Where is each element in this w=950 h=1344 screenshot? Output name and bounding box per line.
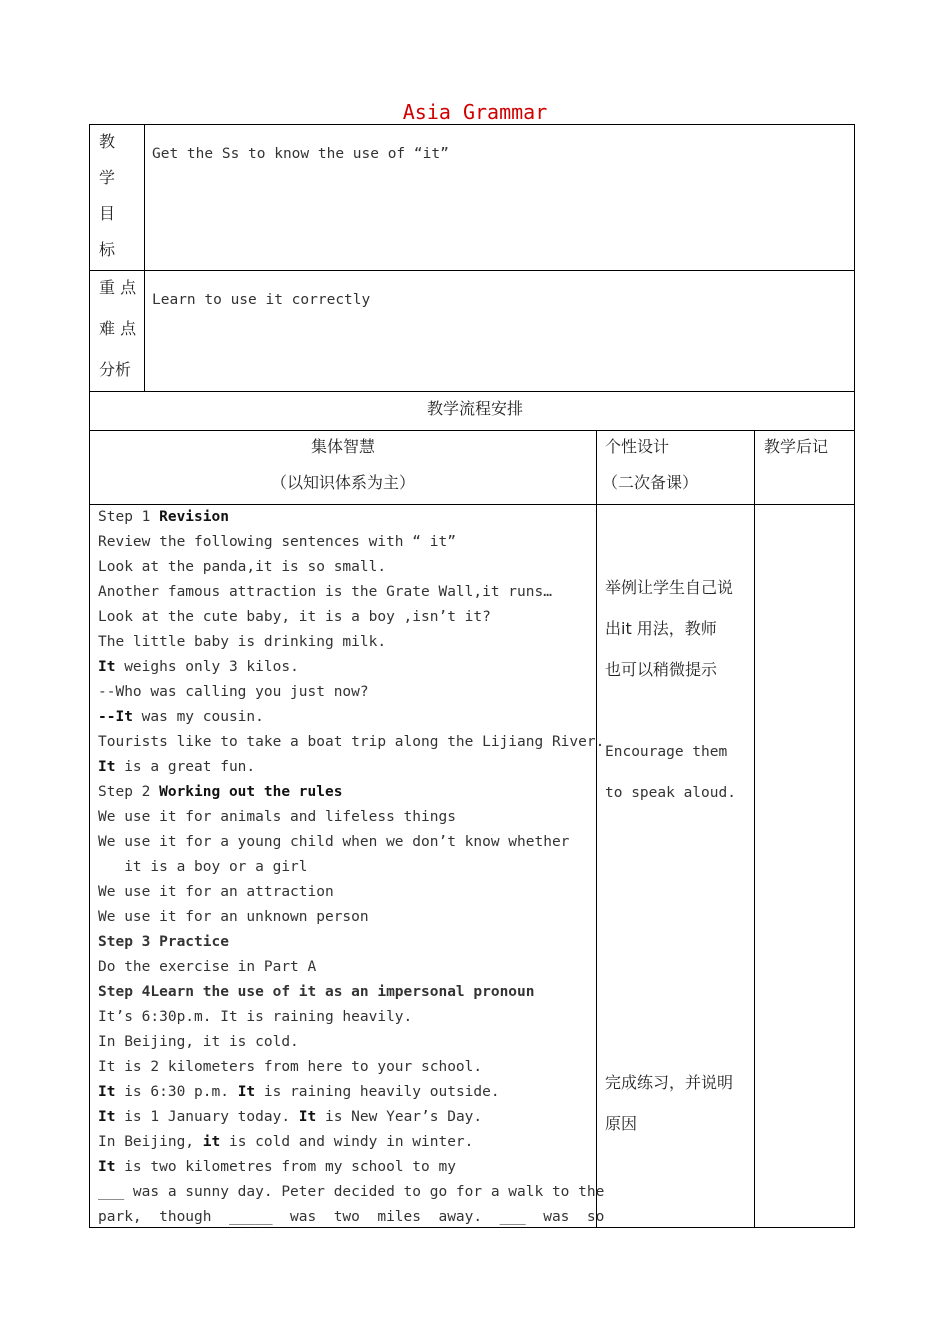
lesson-line: The little baby is drinking milk. [98, 634, 387, 650]
line-text: is New Year’s Day. [316, 1109, 483, 1125]
keypoints-label-line: 难 点 [99, 319, 137, 338]
lesson-line: it is a boy or a girl [98, 859, 308, 875]
lesson-line: ___ was a sunny day. Peter decided to go for a walk to the [98, 1184, 605, 1200]
lesson-line [98, 1109, 482, 1125]
bold-it: It [98, 659, 116, 675]
step-heading: Step 3 Practice [98, 934, 229, 950]
bold-it: It [98, 759, 116, 775]
lesson-line: --Who was calling you just now? [98, 684, 369, 700]
step-heading: Step 4Learn the use of it as an impersonal pronoun [98, 984, 535, 1000]
col3-title: 教学后记 [764, 437, 829, 456]
side-note-line: 原因 [605, 1114, 638, 1133]
side-note-line: 出it 用法，教师 [605, 619, 717, 638]
keypoints-label-line: 分析 [99, 360, 132, 379]
lesson-line [98, 1134, 473, 1150]
line-text: was my cousin. [132, 709, 264, 725]
objectives-label-char: 目 [99, 204, 116, 223]
bold-it: --It [98, 709, 133, 725]
col1-subtitle: （以知识体系为主） [270, 473, 415, 492]
col2-subtitle: （二次备课） [602, 473, 699, 492]
line-text: is a great fun. [115, 759, 256, 775]
lesson-line [98, 1159, 456, 1175]
lesson-line: In Beijing, it is cold. [98, 1034, 299, 1050]
lesson-line: Look at the cute baby, it is a boy ,isn’t it? [98, 609, 491, 625]
lesson-line: We use it for an attraction [98, 884, 334, 900]
lesson-line: park, though _____ was two miles away. ___ was so [98, 1209, 605, 1225]
lesson-line [98, 784, 342, 800]
side-note-line: 举例让学生自己说 [605, 578, 734, 597]
lesson-line: It’s 6:30p.m. It is raining heavily. [98, 1009, 413, 1025]
objectives-label-char: 学 [99, 168, 116, 187]
col1-title: 集体智慧 [310, 437, 375, 456]
objectives-text: Get the Ss to know the use of “it” [152, 146, 449, 162]
side-note-line: 完成练习，并说明 [605, 1073, 734, 1092]
bold-it: It [98, 1159, 116, 1175]
step-title: Working out the rules [159, 784, 343, 800]
col2-title: 个性设计 [605, 437, 670, 456]
keypoints-content-cell [144, 270, 855, 392]
side-note-line: 也可以稍微提示 [605, 660, 718, 679]
body-col3-cell [754, 504, 855, 1228]
line-text: In Beijing, [98, 1134, 203, 1150]
keypoints-label-line: 重 点 [99, 278, 137, 297]
lesson-line [98, 709, 264, 725]
step-label: Step 1 [98, 509, 160, 525]
step-title: Revision [159, 509, 229, 525]
lesson-line: We use it for animals and lifeless things [98, 809, 456, 825]
lesson-line [98, 509, 229, 525]
step-label: Step 2 [98, 784, 160, 800]
line-text: weighs only 3 kilos. [115, 659, 299, 675]
lesson-line [98, 759, 255, 775]
lesson-line: Do the exercise in Part A [98, 959, 317, 975]
line-text: is two kilometres from my school to my [115, 1159, 456, 1175]
lesson-line: We use it for an unknown person [98, 909, 369, 925]
lesson-line: Review the following sentences with “ it” [98, 534, 456, 550]
side-note-line: to speak aloud. [605, 785, 736, 801]
objectives-label-char: 标 [99, 240, 116, 259]
objectives-label-char: 教 [99, 132, 116, 151]
keypoints-text: Learn to use it correctly [152, 292, 371, 308]
lesson-line: Another famous attraction is the Grate Wall,it runs… [98, 584, 552, 600]
bold-it: It [98, 1109, 116, 1125]
lesson-line [98, 1084, 500, 1100]
bold-it: it [202, 1134, 221, 1150]
lesson-line: It is 2 kilometers from here to your school. [98, 1059, 483, 1075]
bold-it: It [237, 1084, 256, 1100]
line-text: is 1 January today. [115, 1109, 299, 1125]
lesson-line: Look at the panda,it is so small. [98, 559, 387, 575]
lesson-line [98, 659, 299, 675]
line-text: is raining heavily outside. [255, 1084, 500, 1100]
lesson-line: Tourists like to take a boat trip along the Lijiang River. [98, 734, 605, 750]
line-text: is 6:30 p.m. [115, 1084, 238, 1100]
line-text: is cold and windy in winter. [220, 1134, 474, 1150]
objectives-label-cell [89, 124, 145, 271]
lesson-line: We use it for a young child when we don’t know whether [98, 834, 570, 850]
bold-it: It [298, 1109, 317, 1125]
bold-it: It [98, 1084, 116, 1100]
section-header: 教学流程安排 [426, 399, 523, 418]
page-title: Asia Grammar [402, 100, 548, 124]
side-note-line: Encourage them [605, 744, 728, 760]
